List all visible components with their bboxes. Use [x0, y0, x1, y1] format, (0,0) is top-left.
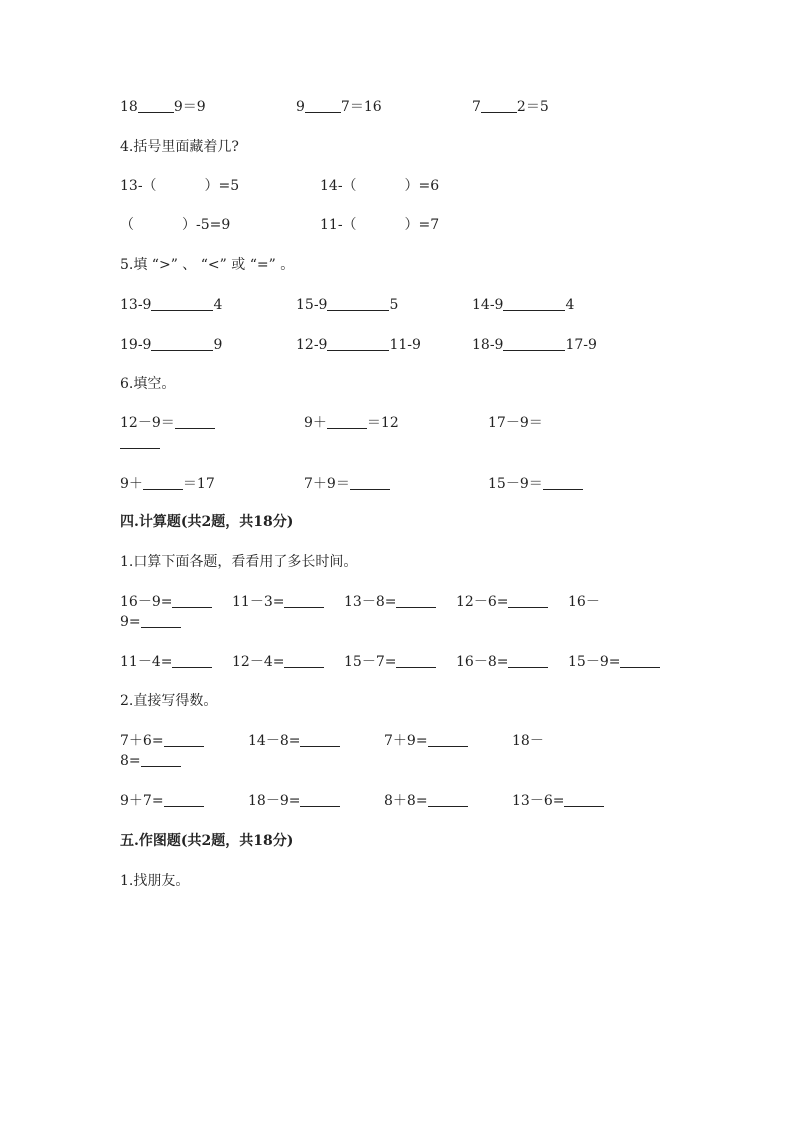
answer-blank[interactable]: [172, 653, 212, 668]
equation-text: 12－9＝: [120, 415, 175, 431]
equation-text: 7＋6=: [120, 733, 164, 749]
equation-text: 11－3=: [232, 594, 285, 610]
equation-text: 17－9＝: [488, 415, 543, 431]
equation-text: 9＝9: [173, 99, 206, 115]
equation-text: 15－9＝: [488, 476, 543, 492]
oral-calc-item: [232, 593, 324, 611]
compare-left: 19-9: [120, 337, 152, 353]
question-5-title: 5.填 “>” 、 “<” 或 “=” 。: [120, 257, 295, 273]
equation-text: 8＋8=: [384, 793, 428, 809]
equation-text: 9＋: [304, 415, 327, 431]
compare-item: [120, 296, 222, 314]
answer-blank[interactable]: [141, 613, 181, 628]
paren-equation: [120, 177, 239, 195]
answer-blank[interactable]: [564, 792, 604, 807]
paren-equation: [320, 216, 439, 234]
answer-blank[interactable]: [120, 434, 160, 449]
section-5-q1-title: 1.找朋友。: [120, 873, 190, 889]
answer-blank[interactable]: [350, 475, 390, 490]
compare-item: [296, 296, 398, 314]
fill-item-wrap: [120, 434, 160, 452]
compare-item: [296, 336, 421, 354]
compare-item: [472, 336, 597, 354]
equation-text: 7＝16: [340, 99, 382, 115]
answer-blank[interactable]: [396, 653, 436, 668]
equation-row1-1: [120, 98, 206, 116]
compare-blank[interactable]: [327, 336, 389, 351]
equation-text: ）-5=9: [182, 217, 231, 233]
answer-blank[interactable]: [327, 414, 367, 429]
equation-text: 9＋: [120, 476, 143, 492]
question-4-title: 4.括号里面藏着几?: [120, 139, 239, 155]
equation-text: ＝12: [366, 415, 399, 431]
equation-text: 16－: [568, 594, 600, 610]
answer-blank[interactable]: [508, 653, 548, 668]
equation-text: 15－9=: [568, 654, 621, 670]
direct-calc-item: [384, 792, 468, 810]
oral-calc-item: [120, 593, 212, 611]
equation-text: 9＋7=: [120, 793, 164, 809]
fill-item: [120, 414, 215, 432]
direct-calc-item: [384, 732, 468, 750]
direct-calc-item: [512, 792, 604, 810]
equation-text: 14－8=: [248, 733, 301, 749]
answer-blank[interactable]: [428, 732, 468, 747]
equation-row1-3: [472, 98, 549, 116]
section-5-heading: 五.作图题(共2题，共18分): [120, 833, 294, 849]
oral-calc-item: [568, 593, 600, 611]
fill-item: [304, 414, 399, 432]
oral-calc-item: [232, 653, 324, 671]
answer-blank[interactable]: [164, 732, 204, 747]
equation-text: 14-（: [320, 178, 357, 194]
answer-blank[interactable]: [164, 792, 204, 807]
question-6-title: 6.填空。: [120, 376, 176, 392]
equation-text: 18: [120, 99, 138, 115]
compare-item: [120, 336, 222, 354]
equation-text: ）=7: [404, 217, 440, 233]
equation-text: 12－4=: [232, 654, 285, 670]
compare-right: 11-9: [389, 337, 421, 353]
compare-right: 17-9: [565, 337, 597, 353]
equation-text: 7: [472, 99, 481, 115]
oral-calc-item: [344, 653, 436, 671]
equation-text: 11－4=: [120, 654, 173, 670]
compare-blank[interactable]: [151, 336, 213, 351]
section-4-heading: 四.计算题(共2题，共18分): [120, 514, 294, 530]
equation-text: 7＋9=: [384, 733, 428, 749]
answer-blank[interactable]: [508, 593, 548, 608]
oral-calc-item-wrap: [120, 613, 181, 631]
oral-calc-item: [568, 653, 660, 671]
answer-blank[interactable]: [300, 732, 340, 747]
equation-text: ）=5: [204, 178, 240, 194]
equation-text: ＝17: [182, 476, 215, 492]
direct-calc-item-wrap: [120, 752, 181, 770]
oral-calc-item: [120, 653, 212, 671]
paren-equation: [120, 216, 230, 234]
fill-item: [488, 475, 583, 493]
answer-blank[interactable]: [305, 98, 341, 113]
equation-text: ）=6: [404, 178, 440, 194]
equation-row1-2: [296, 98, 382, 116]
fill-item: [304, 475, 390, 493]
compare-left: 18-9: [472, 337, 504, 353]
direct-calc-item: [120, 732, 204, 750]
compare-right: 4: [565, 297, 575, 313]
paren-equation: [320, 177, 439, 195]
equation-text: 13-（: [120, 178, 157, 194]
answer-blank[interactable]: [141, 752, 181, 767]
direct-calc-item: [248, 792, 340, 810]
equation-text: 9: [296, 99, 305, 115]
answer-blank[interactable]: [428, 792, 468, 807]
oral-calc-item: [456, 593, 548, 611]
equation-text: 16－9=: [120, 594, 173, 610]
equation-text: 15－7=: [344, 654, 397, 670]
answer-blank[interactable]: [396, 593, 436, 608]
fill-item: [120, 475, 215, 493]
compare-right: 5: [389, 297, 399, 313]
equation-text: 9=: [120, 614, 141, 630]
compare-item: [472, 296, 574, 314]
compare-blank[interactable]: [151, 296, 213, 311]
direct-calc-item: [248, 732, 340, 750]
answer-blank[interactable]: [481, 98, 517, 113]
equation-text: 11-（: [320, 217, 357, 233]
answer-blank[interactable]: [138, 98, 174, 113]
compare-right: 4: [213, 297, 223, 313]
section-4-q2-title: 2.直接写得数。: [120, 693, 218, 709]
equation-text: 7＋9＝: [304, 476, 350, 492]
oral-calc-item: [344, 593, 436, 611]
equation-text: 2＝5: [516, 99, 549, 115]
answer-blank[interactable]: [543, 475, 583, 490]
compare-blank[interactable]: [503, 296, 565, 311]
direct-calc-item: [120, 792, 204, 810]
answer-blank[interactable]: [300, 792, 340, 807]
answer-blank[interactable]: [143, 475, 183, 490]
equation-text: 12－6=: [456, 594, 509, 610]
compare-left: 13-9: [120, 297, 152, 313]
answer-blank[interactable]: [284, 653, 324, 668]
direct-calc-item: [512, 732, 544, 750]
equation-text: 13－8=: [344, 594, 397, 610]
compare-left: 15-9: [296, 297, 328, 313]
compare-blank[interactable]: [327, 296, 389, 311]
equation-text: 18－9=: [248, 793, 301, 809]
fill-item: [488, 414, 543, 432]
compare-right: 9: [213, 337, 223, 353]
answer-blank[interactable]: [172, 593, 212, 608]
equation-text: 8=: [120, 753, 141, 769]
oral-calc-item: [456, 653, 548, 671]
equation-text: （: [120, 217, 134, 233]
section-4-q1-title: 1.口算下面各题，看看用了多长时间。: [120, 554, 358, 570]
equation-text: 18－: [512, 733, 544, 749]
compare-blank[interactable]: [503, 336, 565, 351]
answer-blank[interactable]: [175, 414, 215, 429]
compare-left: 12-9: [296, 337, 328, 353]
equation-text: 13－6=: [512, 793, 565, 809]
answer-blank[interactable]: [620, 653, 660, 668]
compare-left: 14-9: [472, 297, 504, 313]
equation-text: 16－8=: [456, 654, 509, 670]
answer-blank[interactable]: [284, 593, 324, 608]
